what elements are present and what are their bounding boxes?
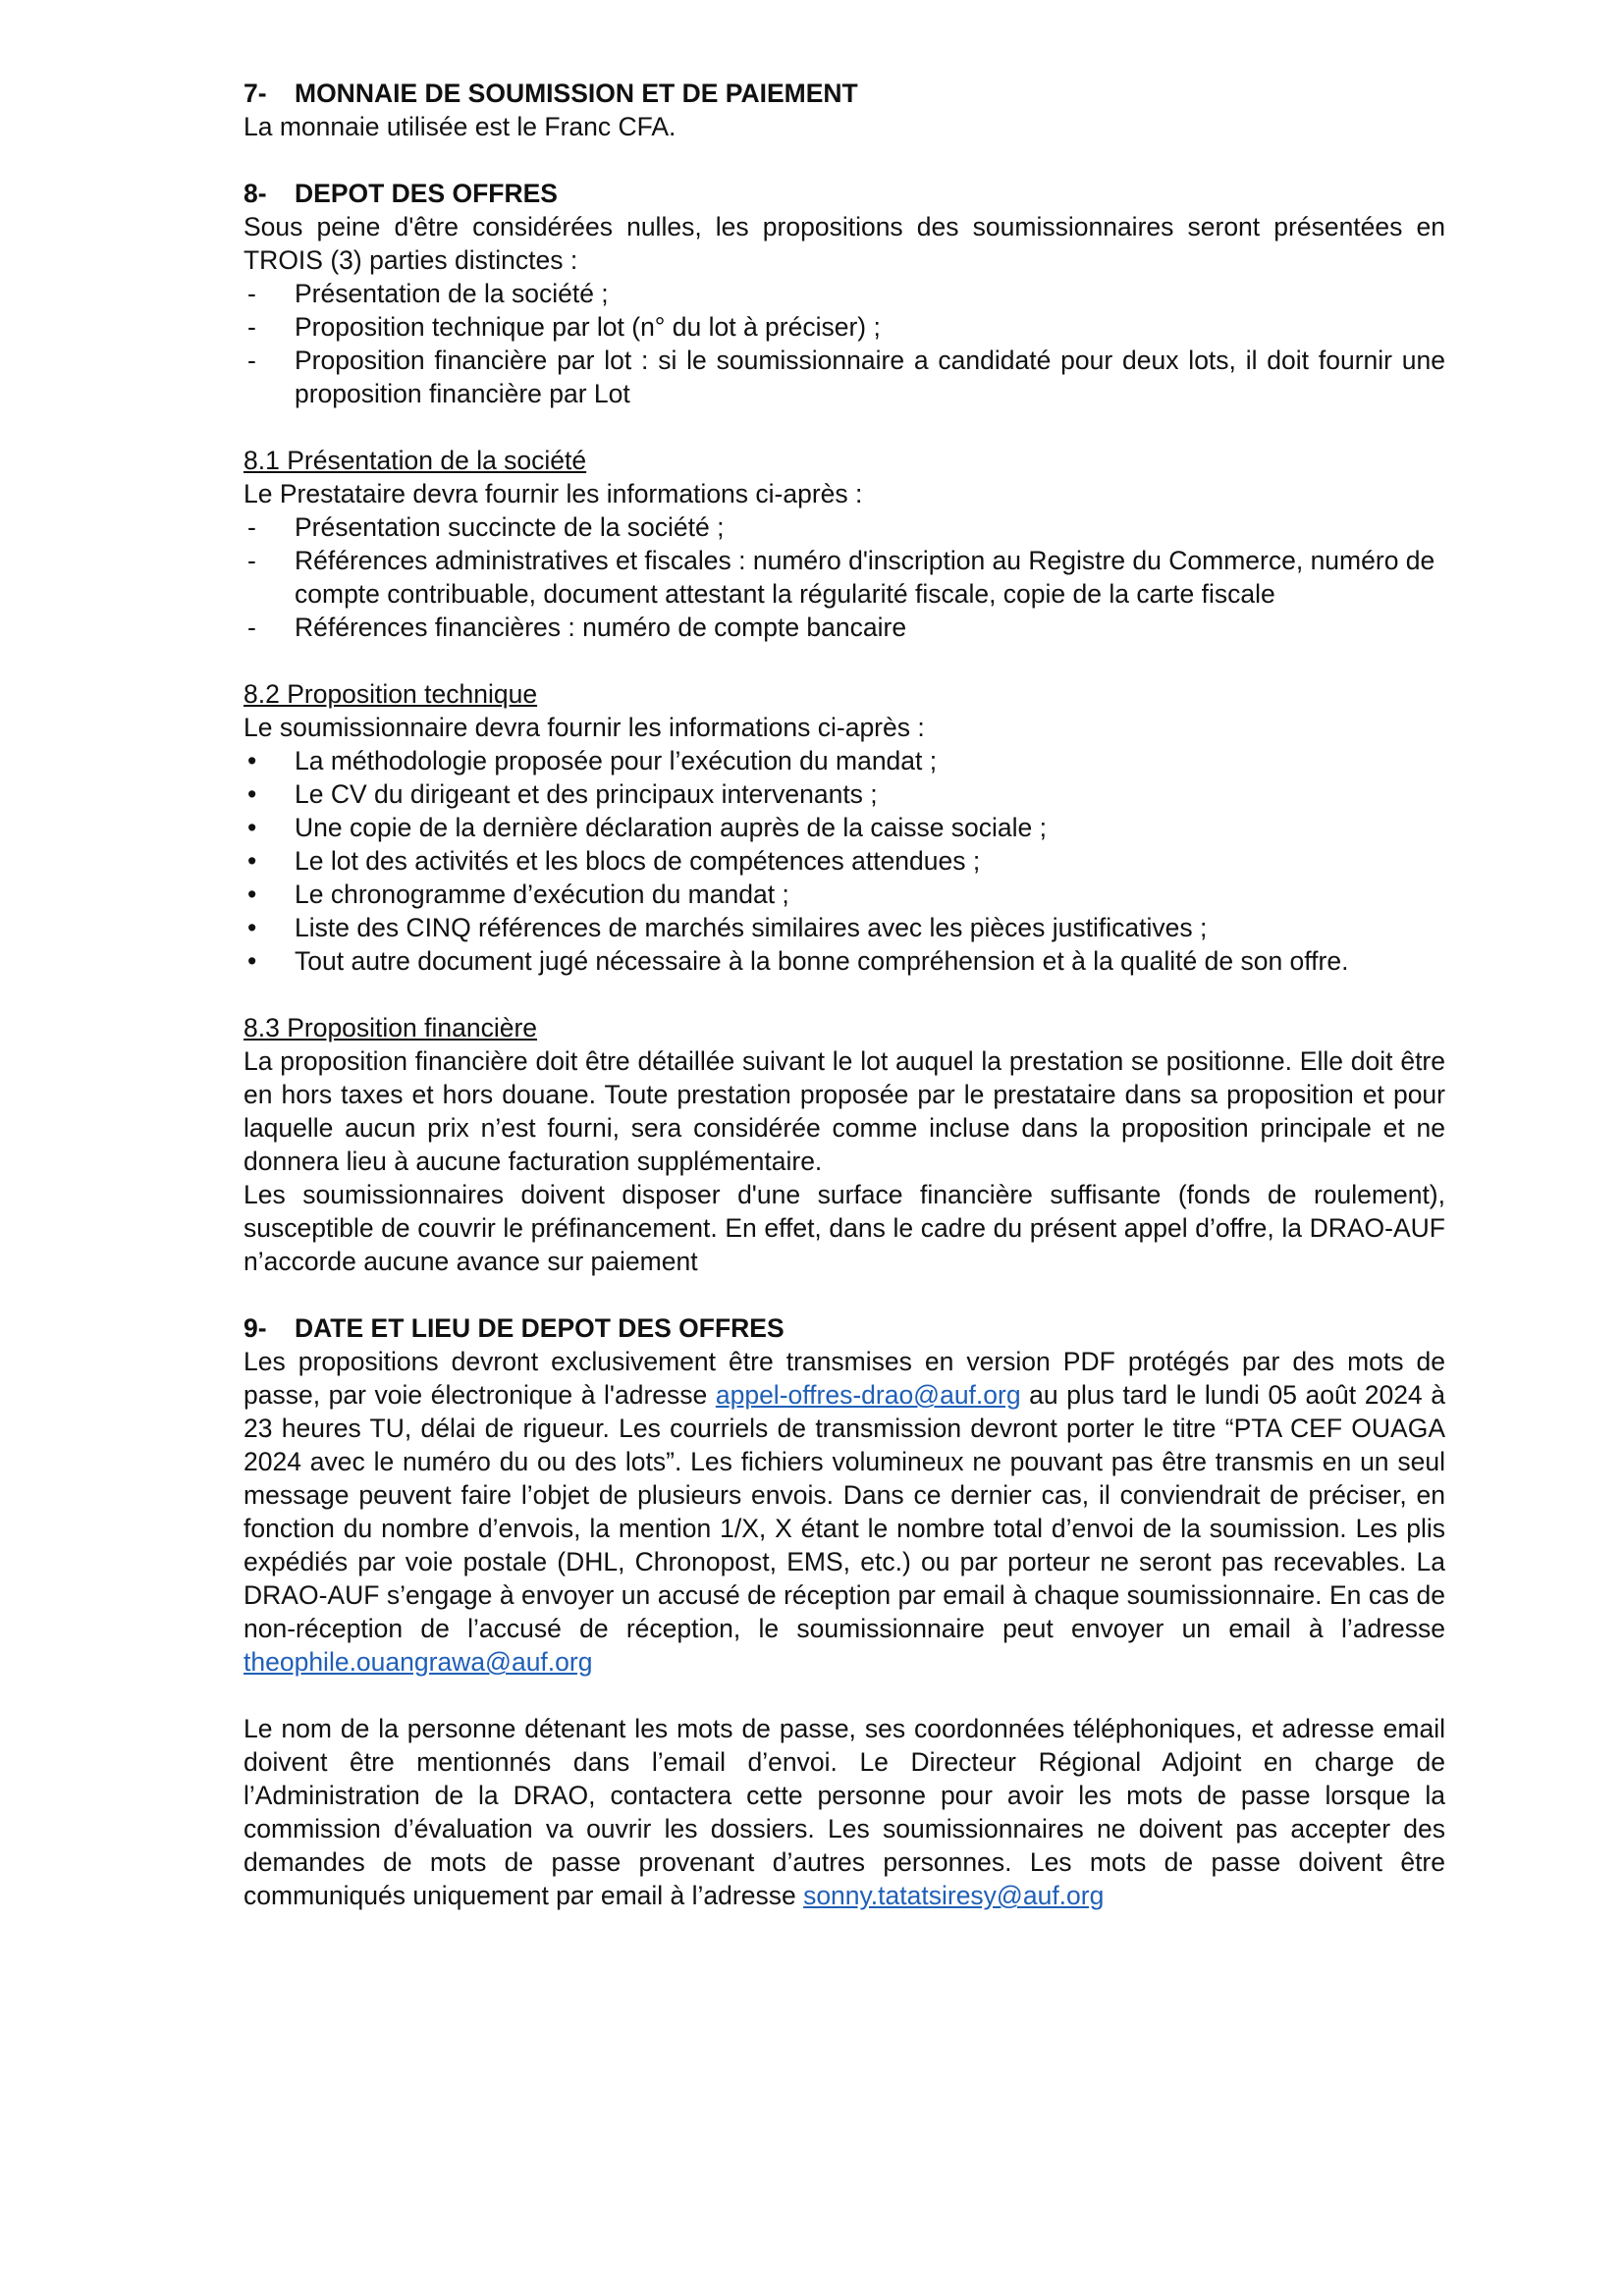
dash-marker: -: [247, 546, 256, 575]
paragraph-text: Le nom de la personne détenant les mots de passe, ses coordonnées téléphoniques, et adresse email doivent être mentionnés dans l’email d’envoi. Le Directeur Régional Adjoint en charge de l’Administration de la DRAO, contactera cette personne pour avoir les mots de passe lorsque la commission d’évaluation va ouvrir les dossiers. Les soumissionnaires ne doivent pas accepter des demandes de mots de passe provenant d’autres personnes. Les mots de passe doivent être communiqués uniquement par email à l’adresse: [244, 1714, 1445, 1910]
list-item: [244, 310, 1445, 344]
bullet-marker: •: [247, 746, 257, 775]
submission-paragraph: [244, 1345, 1445, 1679]
list-item-text: Liste des CINQ références de marchés similaires avec les pièces justificatives ;: [295, 913, 1208, 942]
list-item: [244, 277, 1445, 310]
list-item: [244, 510, 1445, 544]
email-link-appel-offres[interactable]: appel-offres-drao@auf.org: [715, 1380, 1021, 1410]
dash-marker: -: [247, 613, 256, 642]
list-item-text: Le chronogramme d’exécution du mandat ;: [295, 880, 789, 909]
list-item-text: Tout autre document jugé nécessaire à la bonne compréhension et à la qualité de son offre.: [295, 946, 1349, 976]
subsection-8-1-title: 8.1 Présentation de la société: [244, 446, 587, 475]
bullet-marker: •: [247, 880, 257, 909]
list-item-text: Le lot des activités et les blocs de compétences attendues ;: [295, 846, 981, 876]
currency-text: La monnaie utilisée est le Franc CFA.: [244, 112, 677, 141]
section-9-heading: [244, 1311, 1445, 1345]
list-item: [244, 544, 1445, 611]
list-item: [244, 811, 1445, 844]
subsection-8-3-title: 8.3 Proposition financière: [244, 1013, 538, 1042]
list-item-text: Une copie de la dernière déclaration auprès de la caisse sociale ;: [295, 813, 1048, 842]
list-item: [244, 344, 1445, 410]
section-title: DEPOT DES OFFRES: [295, 179, 558, 208]
list-item-text: Proposition technique par lot (n° du lot à préciser) ;: [295, 312, 881, 342]
company-info-list: [244, 510, 1445, 644]
list-item: [244, 777, 1445, 811]
list-item: [244, 844, 1445, 878]
paragraph-text: au plus tard le lundi 05 août 2024 à 23 heures TU, délai de rigueur. Les courriels de transmission devront porter le titre “PTA CEF OUAGA 2024 avec le numéro du ou des lots”. Les fichiers volumineux ne pouvant pas être transmis en un seul message peuvent faire l’objet de plusieurs envois. Dans ce dernier cas, il conviendrait de préciser, en fonction du nombre d’envois, la mention 1/X, X étant le nombre total d’envoi de la soumission. Les plis expédiés par voie postale (DHL, Chronopost, EMS, etc.) ou par porteur ne seront pas recevables. La DRAO-AUF s’engage à envoyer un accusé de réception par email à chaque soumissionnaire. En cas de non-réception de l’accusé de réception, le soumissionnaire peut envoyer un email à l’adresse: [244, 1380, 1445, 1643]
list-item-text: Présentation succincte de la société ;: [295, 512, 725, 542]
list-item: [244, 878, 1445, 911]
list-item-text: Présentation de la société ;: [295, 279, 609, 308]
dash-marker: -: [247, 346, 256, 375]
bullet-marker: •: [247, 846, 257, 876]
section-number: 9-: [244, 1313, 267, 1343]
dash-marker: -: [247, 512, 256, 542]
section-8-heading: [244, 177, 1445, 210]
section-7-heading: [244, 77, 1445, 110]
list-item-text: Proposition financière par lot : si le soumissionnaire a candidaté pour deux lots, il doit fournir une proposition financière par Lot: [295, 346, 1445, 408]
subsection-8-2-title: 8.2 Proposition technique: [244, 679, 538, 709]
section-8-intro: Sous peine d'être considérées nulles, les propositions des soumissionnaires seront présentées en TROIS (3) parties distinctes :: [244, 212, 1445, 275]
email-link-sonny[interactable]: sonny.tatatsiresy@auf.org: [803, 1881, 1105, 1910]
list-item: [244, 911, 1445, 944]
financial-capacity-paragraph: Les soumissionnaires doivent disposer d'une surface financière suffisante (fonds de roulement), susceptible de couvrir le préfinancement. En effet, dans le cadre du présent appel d’offre, la DRAO-AUF n’accorde aucune avance sur paiement: [244, 1180, 1445, 1276]
section-number: 7-: [244, 79, 267, 108]
list-item: [244, 611, 1445, 644]
document-page: [244, 77, 1445, 1912]
financial-proposal-paragraph: La proposition financière doit être détaillée suivant le lot auquel la prestation se positionne. Elle doit être en hors taxes et hors douane. Toute prestation proposée par le prestataire dans sa proposition et pour laquelle aucun prix n’est fourni, sera considérée comme incluse dans la proposition principale et ne donnera lieu à aucune facturation supplémentaire.: [244, 1046, 1445, 1176]
technical-proposal-list: [244, 744, 1445, 978]
list-item: [244, 744, 1445, 777]
offer-parts-list: [244, 277, 1445, 410]
list-item-text: La méthodologie proposée pour l’exécution du mandat ;: [295, 746, 938, 775]
paragraph-text: Les propositions devront exclusivement être transmises en version PDF protégés par des mots de passe, par voie électronique à l'adresse: [244, 1347, 1445, 1410]
section-title: MONNAIE DE SOUMISSION ET DE PAIEMENT: [295, 79, 858, 108]
list-item-text: Références administratives et fiscales : numéro d'inscription au Registre du Commerce, numéro de compte contribuable, document attestant la régularité fiscale, copie de la carte fiscale: [295, 546, 1435, 609]
subsection-8-2-intro: Le soumissionnaire devra fournir les informations ci-après :: [244, 713, 925, 742]
list-item: [244, 944, 1445, 978]
bullet-marker: •: [247, 913, 257, 942]
bullet-marker: •: [247, 946, 257, 976]
dash-marker: -: [247, 279, 256, 308]
list-item-text: Références financières : numéro de compte bancaire: [295, 613, 907, 642]
email-link-theophile[interactable]: theophile.ouangrawa@auf.org: [244, 1647, 593, 1677]
list-item-text: Le CV du dirigeant et des principaux intervenants ;: [295, 779, 878, 809]
bullet-marker: •: [247, 779, 257, 809]
section-title: DATE ET LIEU DE DEPOT DES OFFRES: [295, 1313, 785, 1343]
section-number: 8-: [244, 179, 267, 208]
password-paragraph: [244, 1712, 1445, 1912]
bullet-marker: •: [247, 813, 257, 842]
subsection-8-1-intro: Le Prestataire devra fournir les informations ci-après :: [244, 479, 863, 508]
dash-marker: -: [247, 312, 256, 342]
